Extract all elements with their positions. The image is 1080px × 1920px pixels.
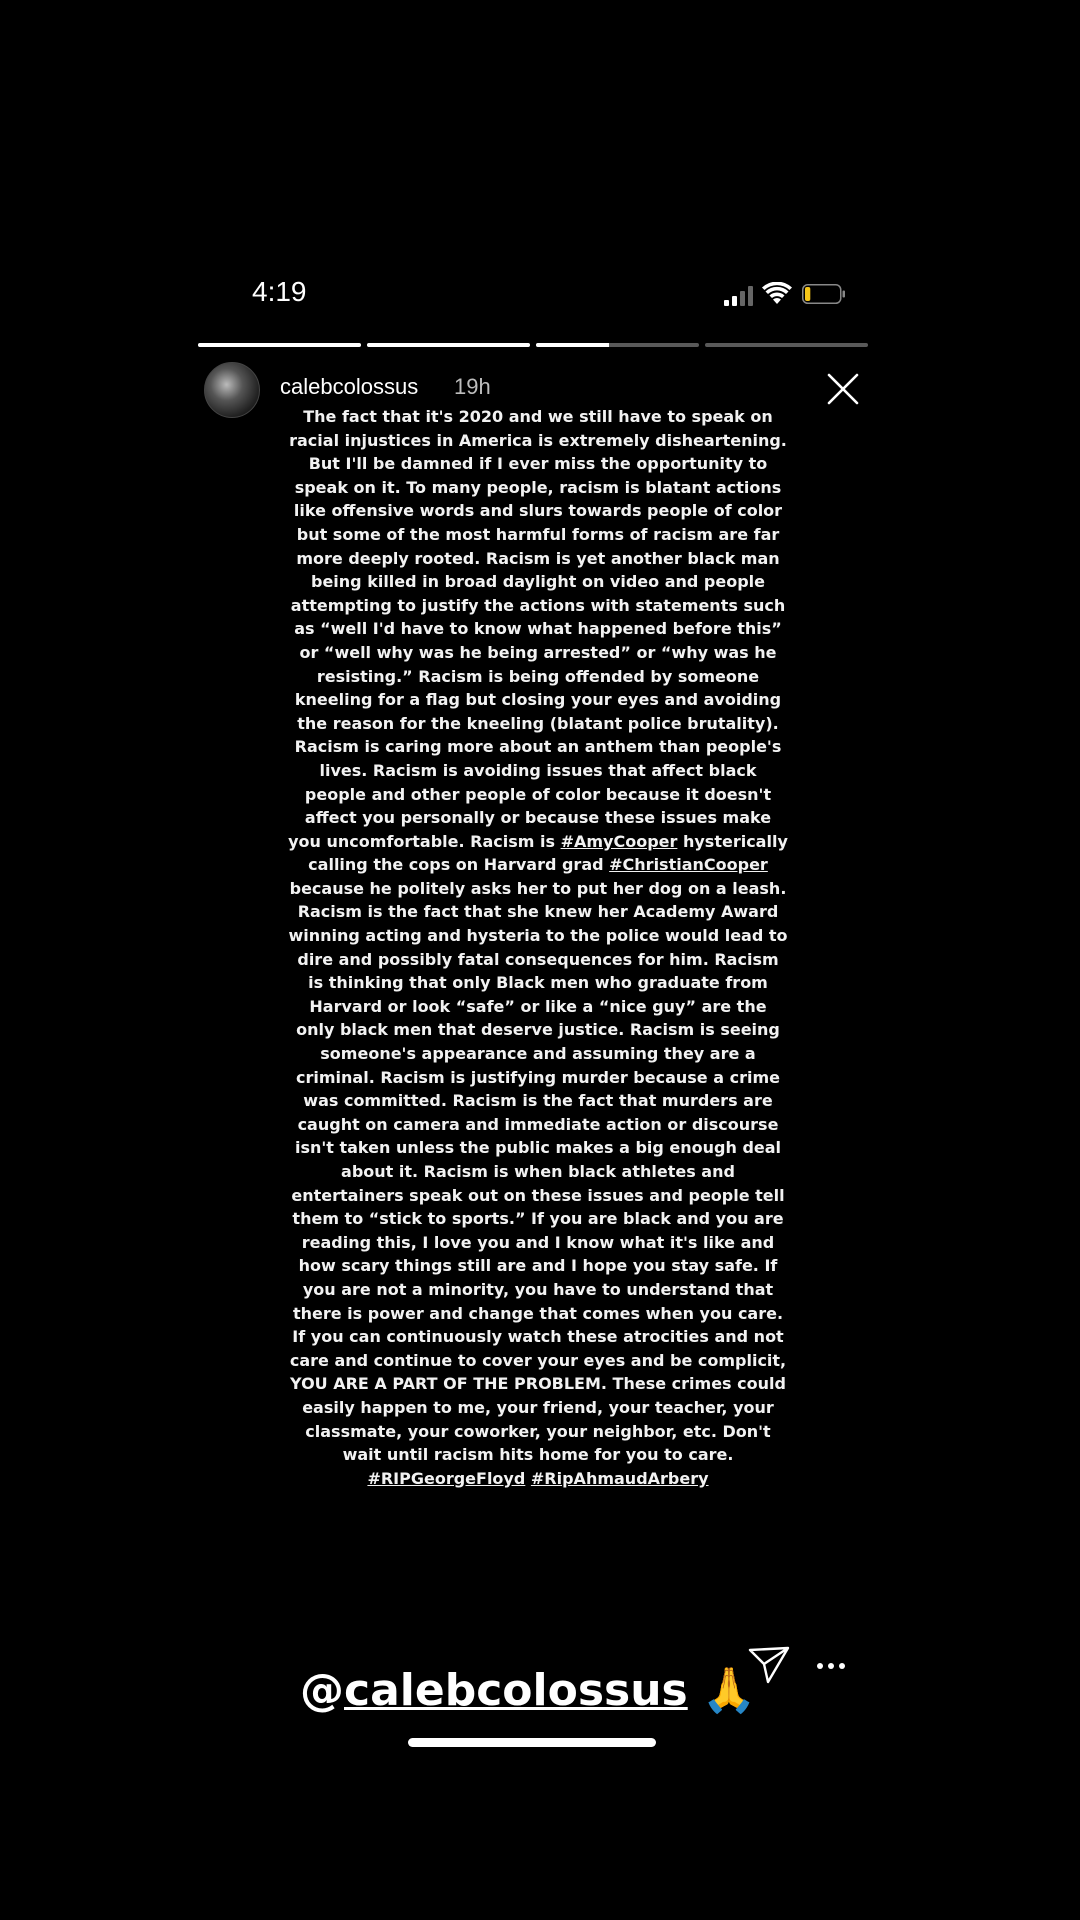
time-ago: 19h — [454, 374, 491, 399]
status-time: 4:19 — [252, 276, 307, 307]
story-text-part: because he politely asks her to put her dog on a leash. Racism is the fact that she knew her Academy Award winning acting and hysteria to the police would lead to dire and possibly fatal consequences for him. Racism is thinking that only Black men who graduate from Harvard or look “safe” or like a “nice guy” are the only black men that deserve justice. Racism is seeing someone's appearance and assuming they are a criminal. Racism is justifying murder because a crime was committed. Racism is the fact that murders are caught on camera and immediate action or discourse isn't taken unless the public makes a big enough deal about it. Racism is when black athletes and entertainers speak out on these issues and people tell them to “stick to sports.” If you are black and you are reading this, I love you and I know what it's like and how scary things still are and I hope you stay safe. If you are not a minority, you have to understand that there is power and change that comes when you care. If you can continuously watch these atrocities and not care and continue to cover your eyes and be complicit, YOU ARE A PART OF THE PROBLEM. These crimes could easily happen to me, your friend, your teacher, your classmate, your coworker, your neighbor, etc. Don't wait until racism hits home for you to care. — [288, 878, 788, 1465]
story-progress-fill — [198, 343, 361, 347]
story-progress-segment — [198, 343, 361, 347]
story-progress-fill — [536, 343, 609, 347]
battery-low-icon — [802, 284, 846, 304]
battery-fill — [805, 287, 810, 301]
close-icon[interactable] — [826, 372, 860, 406]
story-text — [288, 405, 788, 1490]
hashtag-ripahmaudarbery[interactable]: #RipAhmaudArbery — [530, 1468, 709, 1488]
send-icon[interactable] — [748, 1646, 790, 1684]
praying-hands-emoji: 🙏 — [701, 1665, 757, 1716]
story-progress-segment — [705, 343, 868, 347]
home-indicator[interactable] — [408, 1738, 656, 1747]
story-progress-segment — [536, 343, 699, 347]
mention-handle[interactable]: calebcolossus — [344, 1665, 688, 1716]
hashtag-amycooper[interactable]: #AmyCooper — [560, 831, 678, 851]
avatar[interactable] — [204, 362, 260, 418]
hashtag-christiancooper[interactable]: #ChristianCooper — [609, 855, 768, 875]
story-text-part: The fact that it's 2020 and we still have to speak on racial injustices in America is extremely disheartening. But I'll be damned if I ever miss the opportunity to speak on it. To many people, racism is blatant actions like offensive words and slurs towards people of color but some of the most harmful forms of racism are far more deeply rooted. Racism is yet another black man being killed in broad daylight on video and people attempting to justify the actions with statements such as “well I'd have to know what happened before this” or “well why was he being arrested” or “why was he resisting.” Racism is being offended by someone kneeling for a flag but closing your eyes and avoiding the reason for the kneeling (blatant police brutality). Racism is caring more about an anthem than people's lives. Racism is avoiding issues that affect black people and other people of color because it doesn't affect you personally or because these issues make you uncomfortable. Racism is — [288, 407, 787, 851]
mention-at: @ — [300, 1665, 344, 1716]
mention-sticker[interactable] — [300, 1664, 800, 1716]
story-text-part: hysterically calling the cops on Harvard grad — [308, 831, 788, 875]
story-progress-segment — [367, 343, 530, 347]
wifi-icon — [762, 282, 792, 306]
status-bar — [200, 272, 860, 320]
signal-icon — [724, 286, 754, 306]
hashtag-ripgeorgefloyd[interactable]: #RIPGeorgeFloyd — [367, 1468, 526, 1488]
story-progress-bars — [198, 343, 868, 347]
story-progress-fill — [367, 343, 530, 347]
more-icon[interactable] — [816, 1656, 846, 1676]
username[interactable]: calebcolossus — [280, 374, 419, 399]
